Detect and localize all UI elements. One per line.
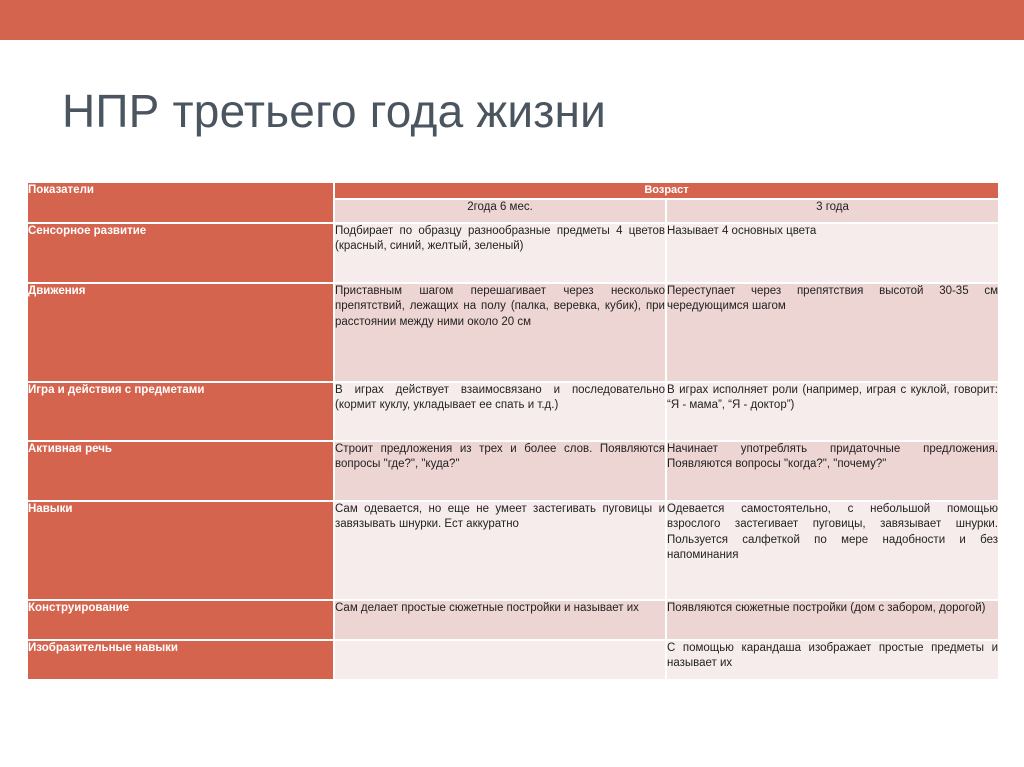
indicators-header: Показатели [27,182,334,223]
row-label: Игра и действия с предметами [27,382,334,441]
row-label: Сенсорное развитие [27,223,334,283]
cell-3-years: Называет 4 основных цвета [666,223,999,283]
row-label: Движения [27,283,334,382]
header-row [27,182,999,199]
cell-3-years: Начинает употреблять придаточные предложения. Появляются вопросы "когда?", "почему?" [666,441,999,501]
table-row [27,223,999,283]
cell-2-5-years: Сам делает простые сюжетные постройки и называет их [334,600,666,640]
table-row [27,501,999,600]
development-table [26,181,1000,681]
cell-2-5-years: Приставным шагом перешагивает через несколько препятствий, лежащих на полу (палка, веревка, кубик), при расстоянии между ними около 20 см [334,283,666,382]
cell-3-years: Переступает через препятствия высотой 30-35 см чередующимся шагом [666,283,999,382]
cell-3-years: С помощью карандаша изображает простые предметы и называет их [666,640,999,680]
age-col-3-years: 3 года [666,199,999,223]
slide-title: НПР третьего года жизни [62,85,606,137]
row-label: Навыки [27,501,334,600]
cell-3-years: Одевается самостоятельно, с небольшой помощью взрослого застегивает пуговицы, завязывает шнурки. Пользуется салфеткой по мере надобности и без напоминания [666,501,999,600]
table-row [27,441,999,501]
cell-2-5-years: Строит предложения из трех и более слов. Появляются вопросы "где?", "куда?" [334,441,666,501]
cell-2-5-years: Сам одевается, но еще не умеет застегивать пуговицы и завязывать шнурки. Ест аккуратно [334,501,666,600]
age-header: Возраст [334,182,999,199]
table-row [27,600,999,640]
cell-2-5-years: В играх действует взаимосвязано и последовательно (кормит куклу, укладывает ее спать и т.д.) [334,382,666,441]
row-label: Активная речь [27,441,334,501]
cell-2-5-years: Подбирает по образцу разнообразные предметы 4 цветов (красный, синий, желтый, зеленый) [334,223,666,283]
cell-3-years: В играх исполняет роли (например, играя с куклой, говорит: “Я - мама”, “Я - доктор”) [666,382,999,441]
table-row [27,640,999,680]
row-label: Изобразительные навыки [27,640,334,680]
cell-3-years: Появляются сюжетные постройки (дом с забором, дорогой) [666,600,999,640]
table-row [27,382,999,441]
age-col-2-5-years: 2года 6 мес. [334,199,666,223]
top-accent-bar [0,0,1024,40]
cell-2-5-years [334,640,666,680]
row-label: Конструирование [27,600,334,640]
table-row [27,283,999,382]
